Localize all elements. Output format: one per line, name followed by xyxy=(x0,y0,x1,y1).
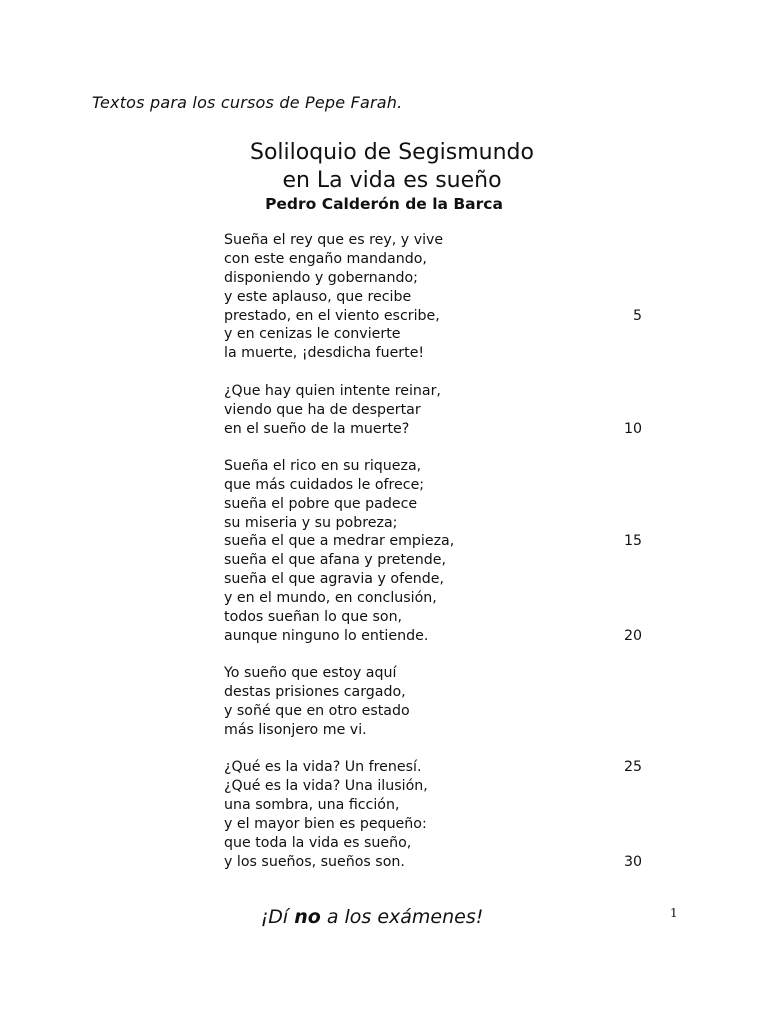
verse-text: y soñé que en otro estado xyxy=(224,703,410,720)
verse-text: ¿Qué es la vida? Una ilusión, xyxy=(224,778,428,795)
verse-text: y el mayor bien es pequeño: xyxy=(224,816,427,833)
verse-text: destas prisiones cargado, xyxy=(224,684,406,701)
verse-text: aunque ninguno lo entiende. xyxy=(224,627,429,644)
line-number: 10 xyxy=(623,420,642,437)
verse-line xyxy=(224,457,644,476)
stanza xyxy=(224,664,644,740)
verse-line xyxy=(224,664,644,683)
verse-text: una sombra, una ficción, xyxy=(224,797,400,814)
verse-line xyxy=(224,608,644,627)
verse-text: ¿Qué es la vida? Un frenesí. xyxy=(224,759,422,776)
verse-line xyxy=(224,532,644,551)
verse-text: que toda la vida es sueño, xyxy=(224,834,412,851)
verse-line xyxy=(224,514,644,533)
verse-text: con este engaño mandando, xyxy=(224,250,427,267)
verse-line xyxy=(224,325,644,344)
verse-line xyxy=(224,777,644,796)
verse-text: sueña el que a medrar empieza, xyxy=(224,533,455,550)
poem-title-line-1: Soliloquio de Segismundo xyxy=(250,140,534,165)
verse-line xyxy=(224,269,644,288)
verse-line xyxy=(224,758,644,777)
verse-text: y en el mundo, en conclusión, xyxy=(224,590,437,607)
verse-line xyxy=(224,307,644,326)
line-number: 20 xyxy=(623,627,642,644)
verse-text: en el sueño de la muerte? xyxy=(224,420,410,437)
verse-line xyxy=(224,288,644,307)
stanza xyxy=(224,382,644,439)
page-number: 1 xyxy=(670,906,678,920)
verse-text: que más cuidados le ofrece; xyxy=(224,476,425,493)
poem-body xyxy=(224,231,644,890)
line-number: 5 xyxy=(632,307,642,324)
footer-slogan-before: ¡Dí xyxy=(260,906,295,928)
line-number: 15 xyxy=(623,533,642,550)
verse-line xyxy=(224,570,644,589)
verse-text: todos sueñan lo que son, xyxy=(224,609,403,626)
stanza xyxy=(224,457,644,646)
footer-slogan xyxy=(0,906,744,928)
stanza xyxy=(224,231,644,363)
poem-title-line-2: en La vida es sueño xyxy=(282,168,502,193)
line-number: 30 xyxy=(623,853,642,870)
verse-line xyxy=(224,382,644,401)
verse-text: disponiendo y gobernando; xyxy=(224,269,418,286)
verse-text: y los sueños, sueños son. xyxy=(224,853,405,870)
verse-line xyxy=(224,853,644,872)
verse-text: y este aplauso, que recibe xyxy=(224,288,412,305)
verse-line xyxy=(224,834,644,853)
verse-text: la muerte, ¡desdicha fuerte! xyxy=(224,345,425,362)
verse-line xyxy=(224,683,644,702)
stanza xyxy=(224,758,644,871)
verse-text: Sueña el rey que es rey, y vive xyxy=(224,232,444,248)
author-name: Pedro Calderón de la Barca xyxy=(265,195,503,213)
verse-line xyxy=(224,344,644,363)
verse-text: más lisonjero me vi. xyxy=(224,721,367,738)
verse-line xyxy=(224,495,644,514)
verse-text: Sueña el rico en su riqueza, xyxy=(224,457,422,474)
verse-line xyxy=(224,702,644,721)
verse-line xyxy=(224,627,644,646)
verse-text: y en cenizas le convierte xyxy=(224,326,401,343)
verse-line xyxy=(224,476,644,495)
verse-text: Yo sueño que estoy aquí xyxy=(224,665,397,682)
verse-text: sueña el que afana y pretende, xyxy=(224,552,446,569)
footer-slogan-emphasis: no xyxy=(294,906,321,928)
verse-text: viendo que ha de despertar xyxy=(224,401,421,418)
verse-line xyxy=(224,401,644,420)
verse-line xyxy=(224,420,644,439)
footer-slogan-after: a los exámenes! xyxy=(320,906,484,928)
line-number: 25 xyxy=(623,759,642,776)
verse-line xyxy=(224,815,644,834)
verse-line xyxy=(224,231,644,250)
verse-text: ¿Que hay quien intente reinar, xyxy=(224,382,441,399)
verse-text: su miseria y su pobreza; xyxy=(224,514,398,531)
verse-line xyxy=(224,796,644,815)
verse-line xyxy=(224,589,644,608)
verse-text: sueña el pobre que padece xyxy=(224,495,418,512)
verse-line xyxy=(224,721,644,740)
course-header: Textos para los cursos de Pepe Farah. xyxy=(92,93,403,112)
verse-text: sueña el que agravia y ofende, xyxy=(224,571,445,588)
verse-line xyxy=(224,250,644,269)
verse-line xyxy=(224,551,644,570)
verse-text: prestado, en el viento escribe, xyxy=(224,307,440,324)
